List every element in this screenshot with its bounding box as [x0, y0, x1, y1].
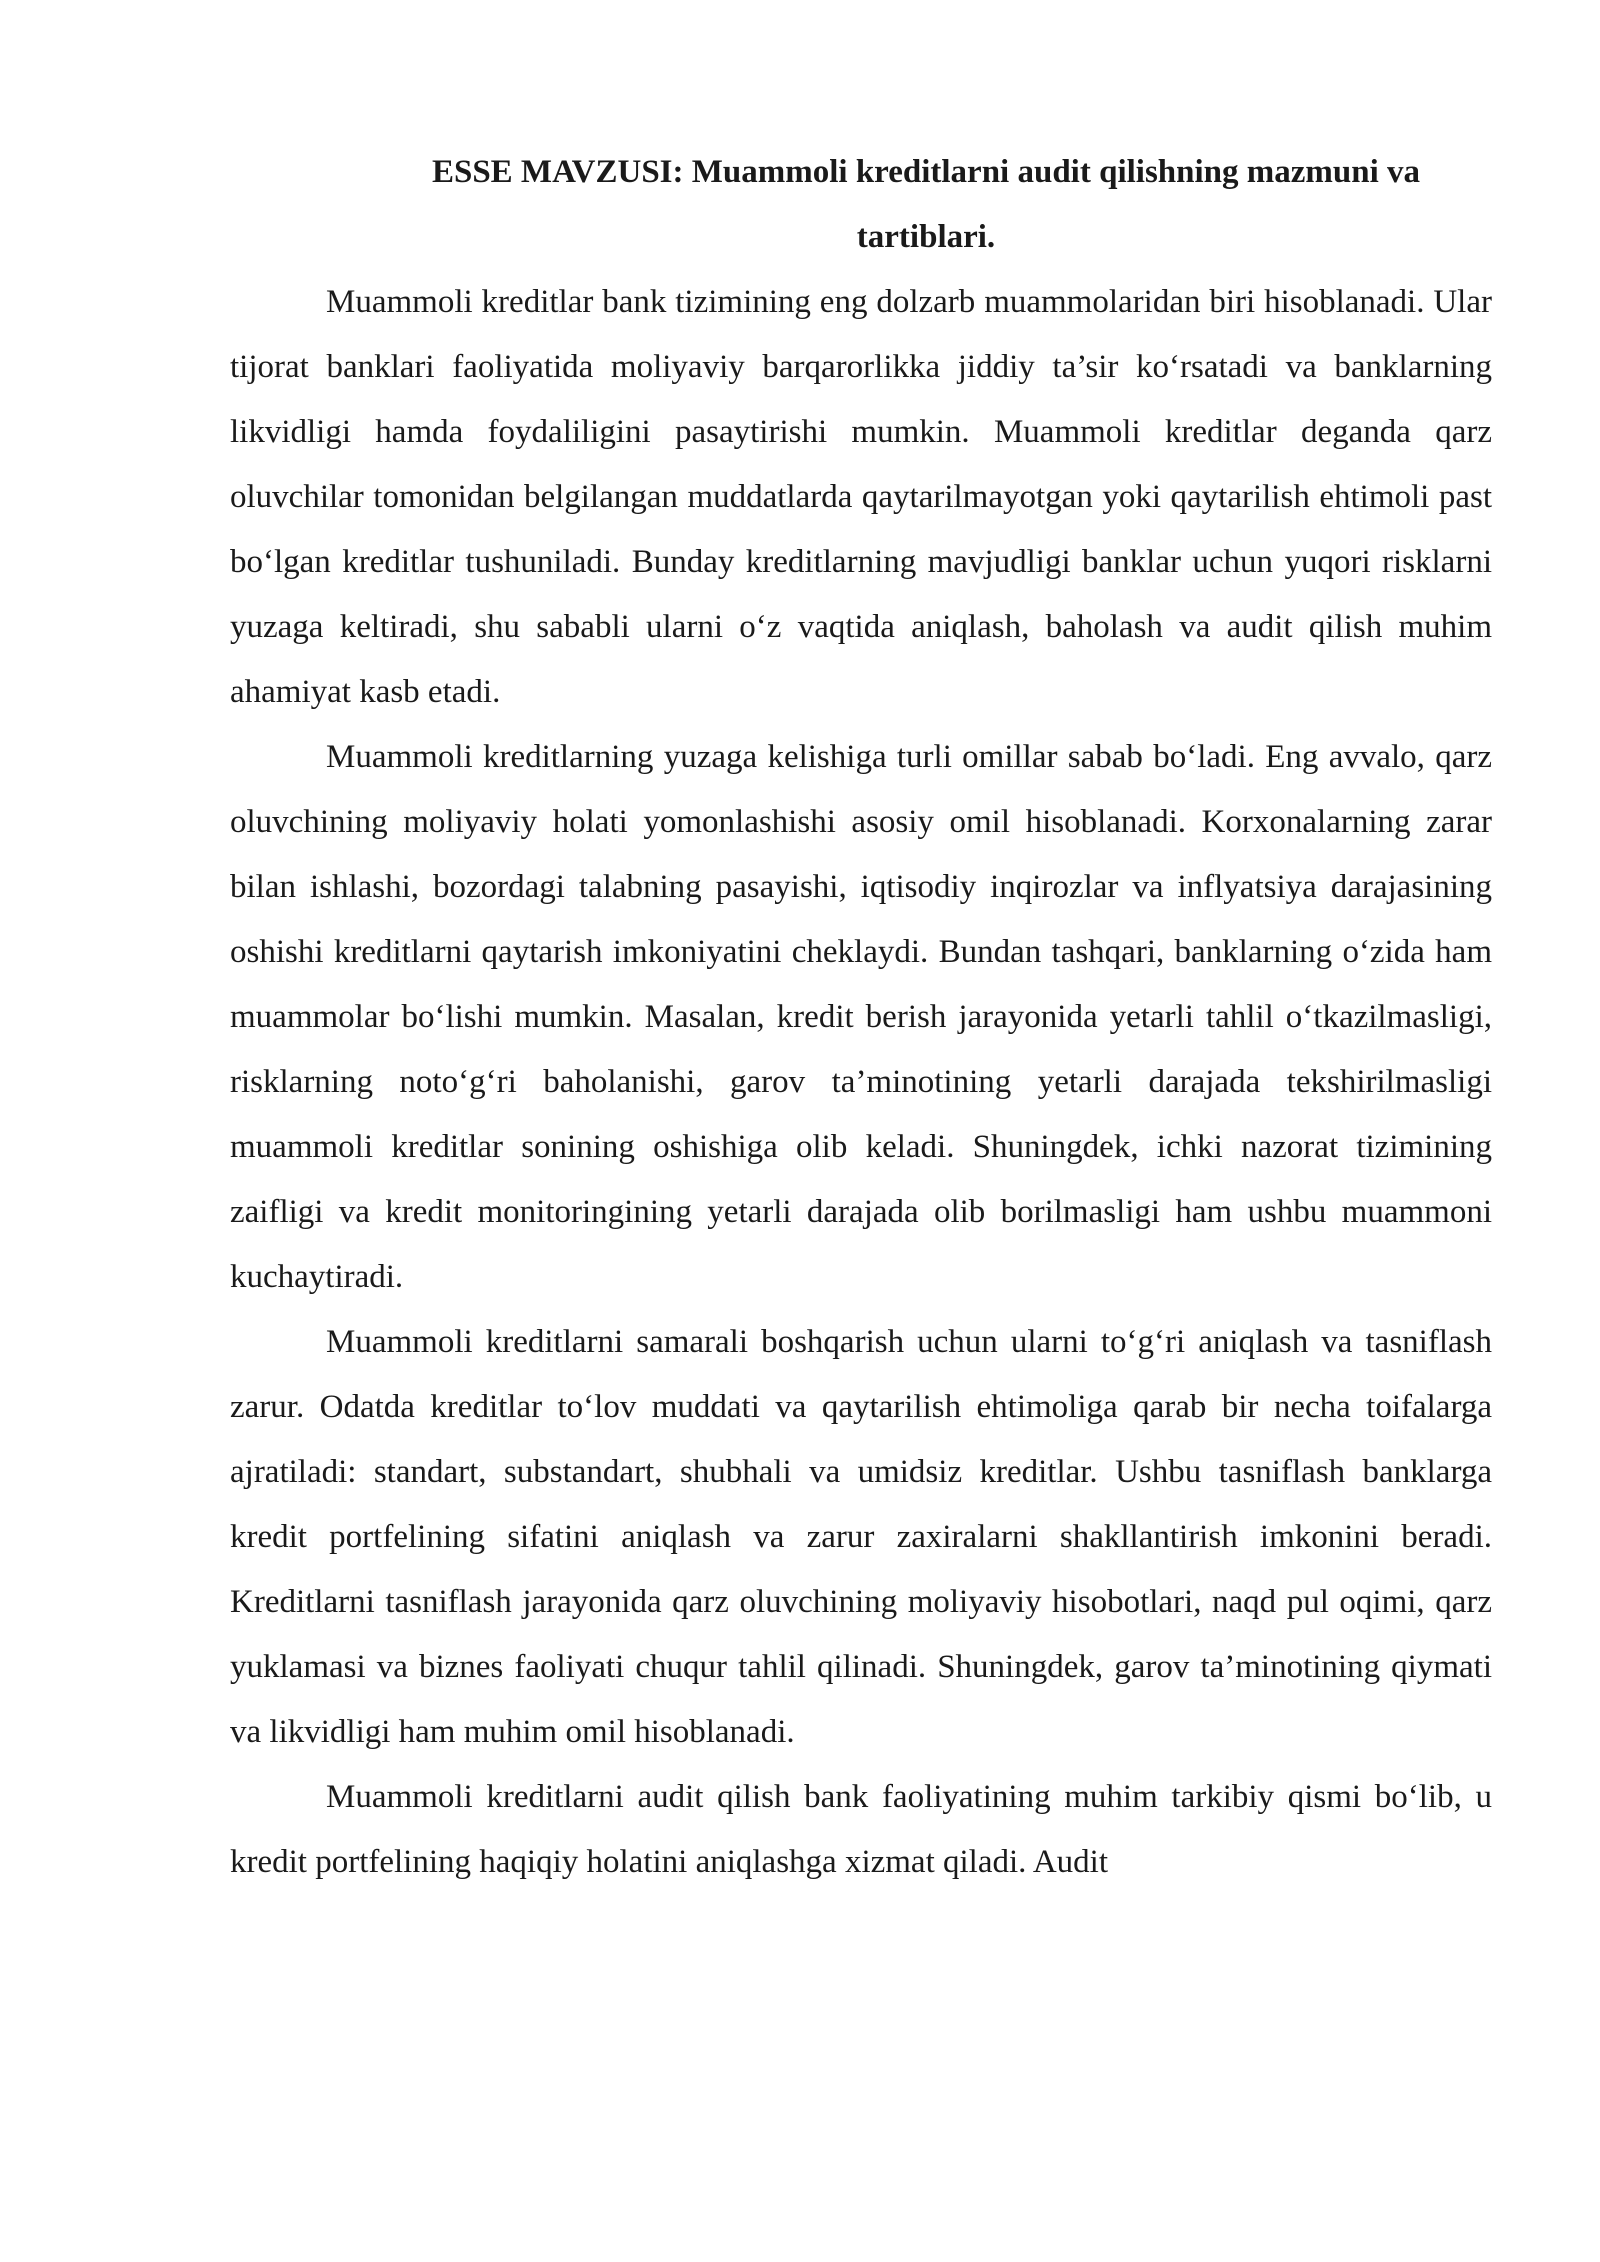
essay-title	[230, 140, 1492, 270]
paragraph-2: Muammoli kreditlarning yuzaga kelishiga turli omillar sabab bo‘ladi. Eng avvalo, qarz oluvchining moliyaviy holati yomonlashishi asosiy omil hisoblanadi. Korxonalarning zarar bilan ishlashi, bozordagi talabning pasayishi, iqtisodiy inqirozlar va inflyatsiya darajasining oshishi kreditlarni qaytarish imkoniyatini cheklaydi. Bundan tashqari, banklarning o‘zida ham muammolar bo‘lishi mumkin. Masalan, kredit berish jarayonida yetarli tahlil o‘tkazilmasligi, risklarning noto‘g‘ri baholanishi, garov ta’minotining yetarli darajada tekshirilmasligi muammoli kreditlar sonining oshishiga olib keladi. Shuningdek, ichki nazorat tizimining zaifligi va kredit monitoringining yetarli darajada olib borilmasligi ham ushbu muammoni kuchaytiradi.	[230, 739, 1492, 1295]
paragraph-1: Muammoli kreditlar bank tizimining eng dolzarb muammolaridan biri hisoblanadi. Ular tijorat banklari faoliyatida moliyaviy barqarorlikka jiddiy ta’sir ko‘rsatadi va banklarning likvidligi hamda foydaliligini pasaytirishi mumkin. Muammoli kreditlar deganda qarz oluvchilar tomonidan belgilangan muddatlarda qaytarilmayotgan yoki qaytarilish ehtimoli past bo‘lgan kreditlar tushuniladi. Bunday kreditlarning mavjudligi banklar uchun yuqori risklarni yuzaga keltiradi, shu sababli ularni o‘z vaqtida aniqlash, baholash va audit qilish muhim ahamiyat kasb etadi.	[230, 284, 1492, 710]
document-body	[230, 140, 1492, 1895]
essay-title-line-2: tartiblari.	[856, 219, 996, 255]
paragraph-4: Muammoli kreditlarni audit qilish bank faoliyatining muhim tarkibiy qismi bo‘lib, u kredit portfelining haqiqiy holatini aniqlashga xizmat qiladi. Audit	[230, 1779, 1492, 1880]
essay-title-line-1: ESSE MAVZUSI: Muammoli kreditlarni audit qilishning mazmuni va	[431, 154, 1421, 190]
paragraph-3: Muammoli kreditlarni samarali boshqarish uchun ularni to‘g‘ri aniqlash va tasniflash zarur. Odatda kreditlar to‘lov muddati va qaytarilish ehtimoliga qarab bir necha toifalarga ajratiladi: standart, substandart, shubhali va umidsiz kreditlar. Ushbu tasniflash banklarga kredit portfelining sifatini aniqlash va zarur zaxiralarni shakllantirish imkonini beradi. Kreditlarni tasniflash jarayonida qarz oluvchining moliyaviy hisobotlari, naqd pul oqimi, qarz yuklamasi va biznes faoliyati chuqur tahlil qilinadi. Shuningdek, garov ta’minotining qiymati va likvidligi ham muhim omil hisoblanadi.	[230, 1324, 1492, 1750]
